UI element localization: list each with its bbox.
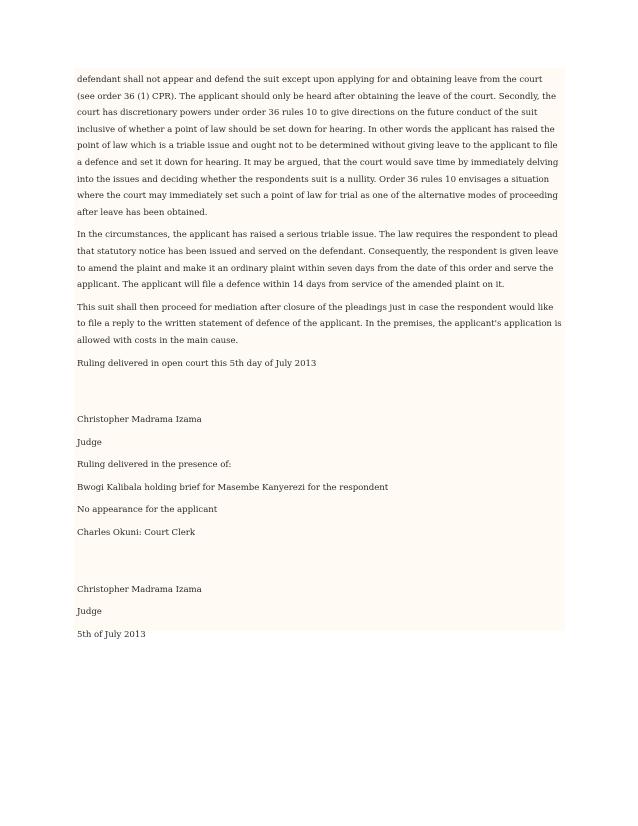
judge-name-first: Christopher Madrama Izama (77, 415, 202, 426)
judge-name-second: Christopher Madrama Izama (77, 584, 202, 595)
paragraph-leave-to-defend: defendant shall not appear and defend the suit except upon applying for and obtaining leave from the court (see order 36 (1) CPR). The applicant should only be heard after obtaining the leave of the court. Secondly, the court has discretionary powers under order 36 rules 10 to give directions on the future conduct of the suit inclusive of whether a point of law should be set down for hearing. In other words the applicant has raised the point of law which is a triable issue and ought not to be determined without giving leave to the applicant to file a defence and set it down for hearing. It may be argued, that the court would save time by immediately delving into the issues and deciding whether the respondents suit is a nullity. Order 36 rules 10 envisages a situation where the court may immediately set such a point of law for trial as one of the alternative modes of proceeding after leave has been obtained. (77, 75, 559, 218)
judge-title-first: Judge (77, 437, 102, 448)
ruling-delivered-line: Ruling delivered in open court this 5th day of July 2013 (77, 358, 317, 369)
presence-applicant: No appearance for the applicant (77, 505, 218, 516)
presence-respondent: Bwogi Kalibala holding brief for Masembe Kanyerezi for the respondent (77, 482, 389, 493)
presence-heading: Ruling delivered in the presence of: (77, 460, 232, 471)
ruling-text-block (74, 68, 565, 640)
ruling-date: 5th of July 2013 (77, 629, 146, 640)
paragraph-triable-issue: In the circumstances, the applicant has raised a serious triable issue. The law requires the respondent to plead that statutory notice has been issued and served on the defendant. Consequently, the respondent is given leave to amend the plaint and make it an ordinary plaint within seven days from the date of this order and serve the applicant. The applicant will file a defence within 14 days from service of the amended plaint on it. (77, 230, 559, 291)
paragraph-mediation: This suit shall then proceed for mediation after closure of the pleadings just in case the respondent would like to file a reply to the written statement of defence of the applicant. In the premises, the applicant's application is allowed with costs in the main cause. (77, 302, 562, 346)
judge-title-second: Judge (77, 607, 102, 618)
presence-court-clerk: Charles Okuni: Court Clerk (77, 528, 196, 539)
